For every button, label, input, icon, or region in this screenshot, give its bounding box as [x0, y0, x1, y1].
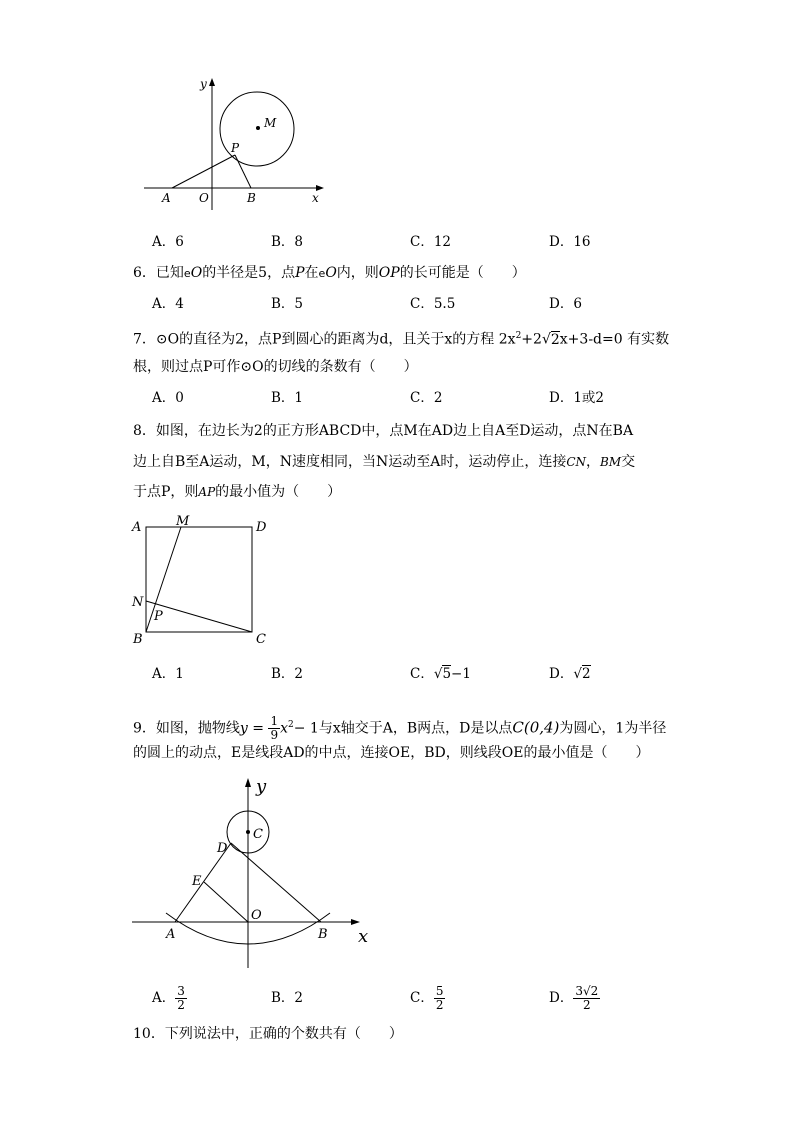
- segment-ap: [172, 155, 235, 188]
- label-n: N: [132, 595, 144, 610]
- q8-option-c[interactable]: C．√5−1: [410, 666, 471, 682]
- label-b: B: [318, 927, 328, 942]
- segment-eo: [204, 882, 248, 922]
- q9-stem-line2: 的圆上的动点，E是线段AD的中点，连接OE，BD，则线段OE的最小值是（ ）: [133, 745, 650, 761]
- label-a: A: [132, 520, 142, 535]
- q9-option-c[interactable]: C． $\frac{5}{2}$: [410, 984, 444, 1012]
- q6-stem: 6．已知eO的半径是5，点P在eO内，则OP的长可能是（ ）: [133, 265, 526, 281]
- label-b: B: [133, 632, 143, 647]
- label-x: x: [312, 191, 319, 205]
- segment-pb: [235, 155, 251, 188]
- label-p: P: [154, 609, 163, 624]
- label-d: D: [217, 841, 228, 856]
- q7-option-a[interactable]: A．0: [152, 390, 184, 406]
- q9-figure: [128, 770, 378, 975]
- label-d: D: [256, 520, 267, 535]
- q9-option-a[interactable]: A． $\frac{3}{2}$: [152, 984, 185, 1012]
- label-m: M: [176, 514, 190, 529]
- q9-fraction: $\frac{1}{9}$: [270, 714, 279, 743]
- label-x: x: [358, 926, 369, 947]
- q5-figure: [140, 70, 340, 210]
- q9-option-b[interactable]: B．2: [271, 990, 304, 1006]
- q7-stem-line1: 7．⊙O的直径为2，点P到圆心的距离为d，且关于x的方程 $2x^2+2√2x+3-d=0$ 有实数: [133, 331, 670, 348]
- label-y: y: [200, 77, 207, 91]
- y-axis-arrow: [245, 778, 251, 787]
- q8-option-d[interactable]: D．√2: [549, 666, 591, 682]
- point-c-dot: [246, 830, 250, 834]
- q8-stem-line3: 于点P，则AP的最小值为（ ）: [133, 484, 342, 500]
- segment-db: [231, 843, 321, 922]
- q8-stem-line1: 8．如图，在边长为2的正方形ABCD中，点M在AD边上自A至D运动，点N在BA: [133, 423, 634, 439]
- q9-option-d[interactable]: D． $\frac{3√2}{2}$: [549, 984, 599, 1012]
- label-o: O: [251, 908, 262, 923]
- label-y: y: [256, 776, 267, 797]
- label-e: E: [192, 874, 202, 889]
- y-axis-arrow: [209, 78, 215, 86]
- q7-option-c[interactable]: C．2: [410, 390, 443, 406]
- q6-option-b[interactable]: B．5: [271, 296, 304, 312]
- label-a: A: [166, 927, 176, 942]
- label-c: C: [256, 632, 266, 647]
- q5-option-b[interactable]: B．8: [271, 234, 304, 250]
- label-a: A: [162, 191, 171, 205]
- label-p: P: [231, 141, 240, 155]
- q7-option-b[interactable]: B．1: [271, 390, 304, 406]
- q9-stem-line1: 9．如图，抛物线y = $\frac{1}{9}$ $x^2- 1$与x轴交于A，B两点，D是以点C(0,4)为圆心，1为半径: [133, 714, 667, 743]
- q7-option-d[interactable]: D．1或2: [549, 390, 605, 406]
- point-m-dot: [256, 126, 260, 130]
- segment-bm: [146, 527, 181, 632]
- x-axis-arrow: [351, 919, 360, 925]
- q10-stem: 10．下列说法中，正确的个数共有（ ）: [133, 1026, 403, 1042]
- q6-option-a[interactable]: A．4: [152, 296, 184, 312]
- q7-stem-line2: 根，则过点P可作⊙O的切线的条数有（ ）: [133, 359, 418, 375]
- q5-option-c[interactable]: C．12: [410, 234, 452, 250]
- q6-option-d[interactable]: D．6: [549, 296, 582, 312]
- q8-option-b[interactable]: B．2: [271, 666, 304, 682]
- q8-figure: [128, 512, 278, 652]
- label-c: C: [253, 827, 263, 842]
- q8-stem-line2: 边上自B至A运动，M，N速度相同，当N运动至A时，运动停止，连接CN，BM交: [133, 454, 636, 470]
- q6-option-c[interactable]: C．5.5: [410, 296, 456, 312]
- label-b: B: [247, 191, 256, 205]
- q5-option-a[interactable]: A．6: [152, 234, 184, 250]
- label-m: M: [264, 116, 277, 130]
- label-o: O: [199, 191, 209, 205]
- q8-option-a[interactable]: A．1: [152, 666, 184, 682]
- q5-option-d[interactable]: D．16: [549, 234, 591, 250]
